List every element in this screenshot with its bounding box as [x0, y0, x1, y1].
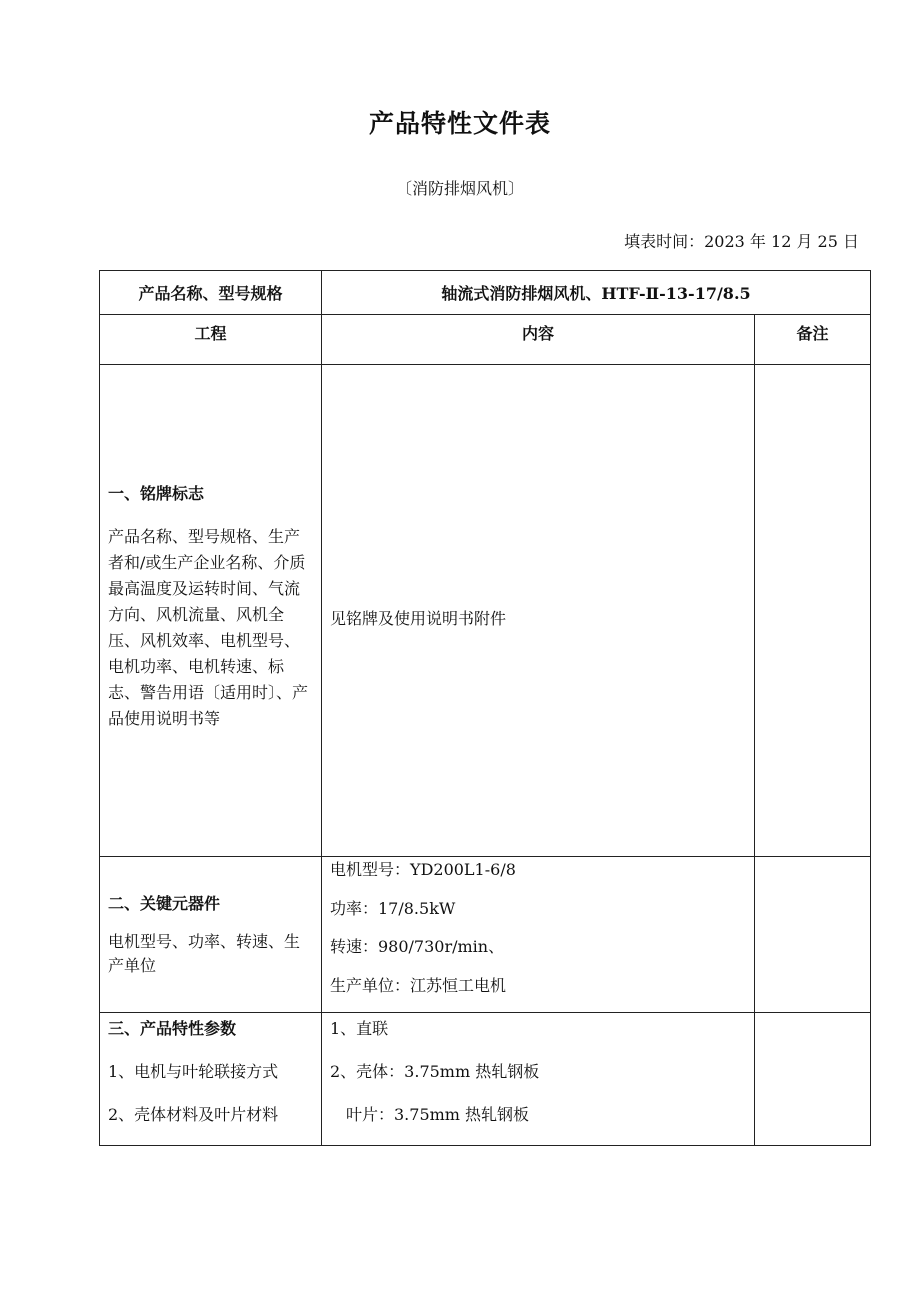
characteristics-remark	[755, 1013, 871, 1146]
characteristics-line: 叶片：3.75mm 热轧钢板	[330, 1105, 530, 1124]
characteristics-section-title: 三、产品特性参数	[108, 1019, 237, 1038]
characteristics-line: 2、壳体：3.75mm 热轧钢板	[330, 1062, 540, 1081]
table-row-nameplate	[100, 365, 871, 857]
nameplate-section-title: 一、铭牌标志	[108, 483, 205, 503]
document-title: 产品特性文件表	[368, 109, 551, 138]
nameplate-item-cell	[100, 365, 322, 857]
header-remark: 备注	[755, 315, 871, 365]
components-section-title: 二、关键元器件	[108, 893, 221, 913]
components-line: 功率：17/8.5kW	[330, 898, 456, 918]
characteristics-item-cell	[100, 1013, 322, 1146]
product-label: 产品名称、型号规格	[100, 271, 322, 315]
characteristics-line: 1、直联	[330, 1019, 389, 1038]
fill-date: 填表时间：2023 年 12 月 25 日	[624, 232, 859, 251]
components-line: 生产单位：江苏恒工电机	[330, 975, 507, 995]
document-subtitle: 〔消防排烟风机〕	[395, 179, 524, 198]
product-row	[100, 271, 871, 315]
table-row-characteristics	[100, 1013, 871, 1146]
components-content	[322, 857, 755, 1013]
components-remark	[755, 857, 871, 1013]
components-line: 电机型号：YD200L1-6/8	[330, 860, 516, 879]
header-content: 内容	[322, 315, 755, 365]
characteristics-item: 2、壳体材料及叶片材料	[108, 1105, 279, 1124]
components-item-cell	[100, 857, 322, 1013]
characteristics-content	[322, 1013, 755, 1146]
nameplate-content: 见铭牌及使用说明书附件	[322, 365, 755, 857]
header-row	[100, 315, 871, 365]
header-item: 工程	[100, 315, 322, 365]
nameplate-remark	[755, 365, 871, 857]
components-line: 转速：980/730r/min、	[330, 937, 505, 956]
table-row-key-components	[100, 857, 871, 1013]
components-section-desc: 电机型号、功率、转速、生产单位	[108, 931, 301, 975]
characteristics-table	[99, 270, 871, 1146]
product-value: 轴流式消防排烟风机、HTF-Ⅱ-13-17/8.5	[322, 271, 871, 315]
nameplate-section-desc: 产品名称、型号规格、生产者和/或生产企业名称、介质最高温度及运转时间、气流方向、风机流量、风机全压、风机效率、电机型号、电机功率、电机转速、标志、警告用语〔适用时〕、产品使用说明书等	[108, 526, 309, 728]
characteristics-item: 1、电机与叶轮联接方式	[108, 1062, 279, 1081]
